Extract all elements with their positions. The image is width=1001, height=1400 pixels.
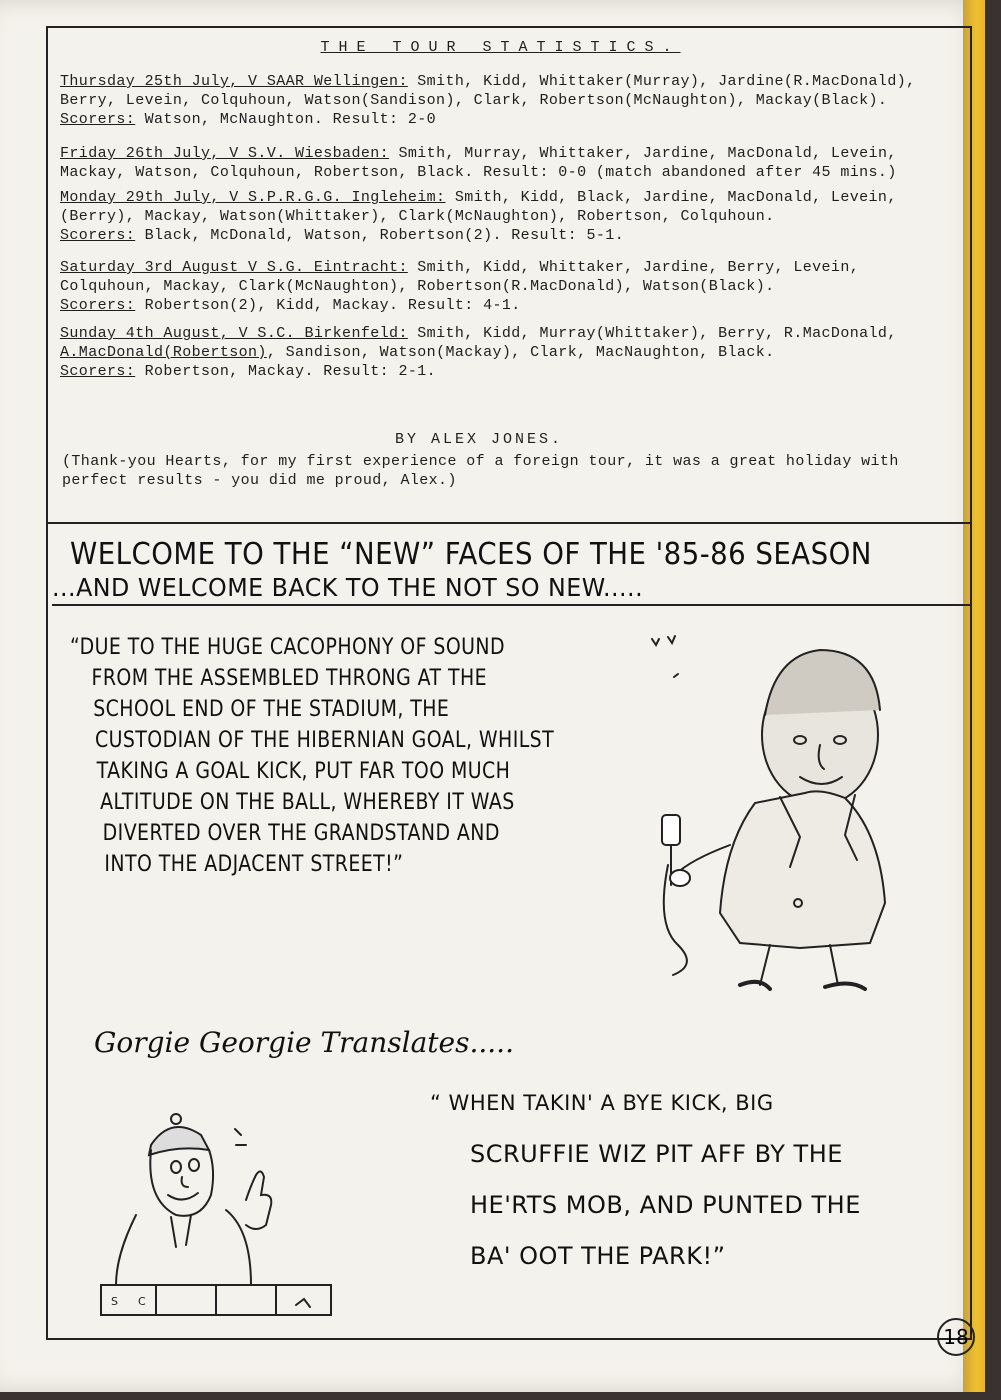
match-label: Scorers:: [60, 227, 136, 244]
translation-line: HE'RTS MOB, AND PUNTED THE: [470, 1191, 861, 1219]
match-detail: Berry, Levein, Colquhoun, Watson(Sandison), Clark, Robertson(McNaughton), Mackay(Black).: [60, 92, 888, 109]
author-note: [62, 452, 942, 490]
match-detail: Smith, Kidd, Whittaker, Jardine, Berry, Levein,: [407, 259, 860, 276]
match-title: Thursday 25th July, V SAAR Wellingen:: [60, 73, 408, 90]
translation-line: BA' OOT THE PARK!”: [470, 1242, 726, 1270]
welcome-banner-title: WELCOME TO THE “NEW” FACES OF THE '85-86 SEASON: [70, 537, 872, 572]
match-line: [60, 188, 960, 207]
svg-text:S: S: [111, 1295, 118, 1308]
quote-line: FROM THE ASSEMBLED THRONG AT THE: [91, 666, 488, 691]
commentator-caricature-illustration: [640, 625, 910, 1000]
match-label: Scorers:: [60, 363, 136, 380]
section-divider: [46, 522, 970, 524]
match-line: [60, 72, 960, 91]
match-detail: Watson, McNaughton. Result: 2-0: [135, 111, 437, 128]
match-entry: [60, 258, 960, 315]
match-label: A.MacDonald(Robertson): [60, 344, 267, 361]
translation-line: “ WHEN TAKIN' A BYE KICK, BIG: [430, 1091, 774, 1115]
gorgie-georgie-cartoon-illustration: [96, 1105, 336, 1325]
author-note-line: (Thank-you Hearts, for my first experience of a foreign tour, it was a great holiday with: [62, 453, 899, 470]
translation-line: SCRUFFIE WIZ PIT AFF BY THE: [470, 1140, 843, 1168]
match-title: Monday 29th July, V S.P.R.G.G. Ingleheim:: [60, 189, 446, 206]
match-detail: Smith, Murray, Whittaker, Jardine, MacDonald, Levein,: [389, 145, 897, 162]
quote-line: TAKING A GOAL KICK, PUT FAR TOO MUCH: [96, 759, 511, 784]
match-detail: , Sandison, Watson(Mackay), Clark, MacNaughton, Black.: [266, 344, 775, 361]
match-line: [60, 343, 960, 362]
match-detail: Black, McDonald, Watson, Robertson(2). Result: 5-1.: [135, 227, 625, 244]
author-note-line: perfect results - you did me proud, Alex.): [62, 472, 457, 489]
quote-line: “DUE TO THE HUGE CACOPHONY OF SOUND: [70, 635, 506, 660]
match-line: [60, 110, 960, 129]
match-label: Scorers:: [60, 111, 136, 128]
match-entry: [60, 72, 960, 129]
match-line: [60, 362, 960, 381]
match-title: Saturday 3rd August V S.G. Eintracht:: [60, 259, 408, 276]
match-detail: Smith, Kidd, Black, Jardine, MacDonald, Levein,: [445, 189, 897, 206]
byline: BY ALEX JONES.: [395, 431, 564, 448]
commentator-quote: [70, 632, 640, 880]
match-line: [60, 258, 960, 277]
banner-underline: [52, 604, 972, 606]
match-line: [60, 91, 960, 110]
match-detail: Mackay, Watson, Colquhoun, Robertson, Black. Result: 0-0 (match abandoned after 45 mins.): [60, 164, 897, 181]
page-number: 18: [937, 1318, 975, 1356]
match-line: [60, 163, 960, 182]
quote-line: SCHOOL END OF THE STADIUM, THE: [93, 697, 450, 722]
match-line: [60, 277, 960, 296]
tour-statistics-heading: THE TOUR STATISTICS.: [320, 39, 681, 56]
quote-line: DIVERTED OVER THE GRANDSTAND AND: [102, 821, 500, 846]
welcome-banner-subtitle: ...AND WELCOME BACK TO THE NOT SO NEW.....: [52, 573, 644, 602]
match-entry: [60, 324, 960, 381]
match-detail: Smith, Kidd, Whittaker(Murray), Jardine(R.MacDonald),: [407, 73, 916, 90]
match-detail: Robertson, Mackay. Result: 2-1.: [135, 363, 437, 380]
match-line: [60, 144, 960, 163]
match-line: [60, 207, 960, 226]
gorgie-georgie-signature: Gorgie Georgie Translates.....: [94, 1026, 514, 1059]
svg-text:C: C: [138, 1295, 146, 1308]
quote-line: INTO THE ADJACENT STREET!”: [104, 852, 404, 877]
match-line: [60, 296, 960, 315]
quote-line: CUSTODIAN OF THE HIBERNIAN GOAL, WHILST: [94, 728, 555, 753]
match-detail: Colquhoun, Mackay, Clark(McNaughton), Robertson(R.MacDonald), Watson(Black).: [60, 278, 775, 295]
match-line: [60, 226, 960, 245]
match-title: Sunday 4th August, V S.C. Birkenfeld:: [60, 325, 408, 342]
match-line: [60, 324, 960, 343]
match-detail: Robertson(2), Kidd, Mackay. Result: 4-1.: [135, 297, 521, 314]
match-entry: [60, 144, 960, 182]
gorgie-georgie-translation: [430, 1078, 861, 1282]
quote-line: ALTITUDE ON THE BALL, WHEREBY IT WAS: [100, 790, 515, 815]
match-label: Scorers:: [60, 297, 136, 314]
match-entry: [60, 188, 960, 245]
match-detail: (Berry), Mackay, Watson(Whittaker), Clark(McNaughton), Robertson, Colquhoun.: [60, 208, 775, 225]
match-detail: Smith, Kidd, Murray(Whittaker), Berry, R.MacDonald,: [407, 325, 897, 342]
match-title: Friday 26th July, V S.V. Wiesbaden:: [60, 145, 390, 162]
